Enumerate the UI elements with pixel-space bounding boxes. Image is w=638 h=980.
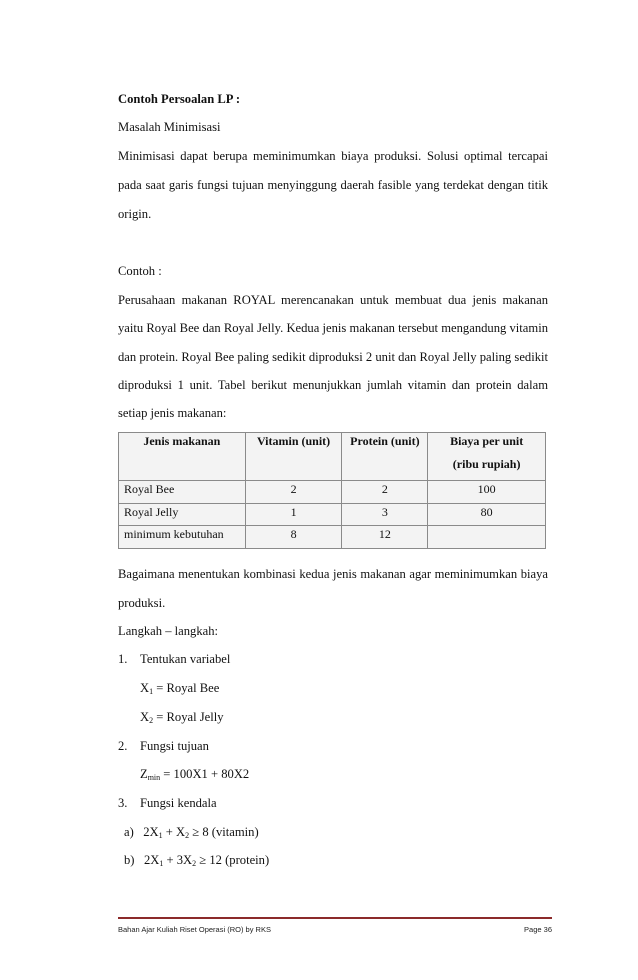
table-row [119,481,546,504]
var-definition: = Royal Jelly [153,710,224,724]
constraint-term: + 3X [163,853,193,867]
question-line-1: Bagaimana menentukan kombinasi kedua jenis makanan agar meminimumkan biaya [118,567,548,581]
constraint-term: ≥ 12 (protein) [196,853,270,867]
constraint-term: ≥ 8 (vitamin) [189,825,259,839]
objective-function [140,767,249,782]
step-title: Fungsi kendala [140,796,217,810]
table-cell: 100 [428,481,546,504]
table-cell: 2 [342,481,428,504]
example-line-1: Perusahaan makanan ROYAL merencanakan untuk membuat dua jenis makanan [118,293,548,307]
constraint-term: 2X [143,853,160,867]
table-header-cell: Vitamin (unit) [245,433,342,481]
step-title: Tentukan variabel [140,652,231,666]
table-header-cell: Jenis makanan [119,433,246,481]
constraint-term: + X [162,825,186,839]
intro-line-1: Minimisasi dapat berupa meminimumkan biaya produksi. Solusi optimal tercapai [118,149,548,163]
intro-line-3: origin. [118,207,152,221]
constraint-subscript: 2 [192,859,197,868]
variable-x2 [140,710,224,725]
table-cell: 12 [342,526,428,549]
header-cost-line-1: Biaya per unit [450,434,524,448]
nutrition-table [118,432,546,549]
steps-label: Langkah – langkah: [118,624,219,638]
obj-subscript: min [147,773,161,782]
constraint-label: a) [124,825,134,839]
var-definition: = Royal Bee [153,681,220,695]
table-cell: 8 [245,526,342,549]
table-header-cell [428,433,546,481]
variable-x1 [140,681,219,696]
table-cell: Royal Bee [119,481,246,504]
intro-line-2: pada saat garis fungsi tujuan menyinggung daerah fasible yang terdekat dengan titik [118,178,548,192]
step-number: 2. [118,739,128,753]
page-number: Page 36 [524,925,552,934]
obj-symbol: Z [140,767,148,781]
section-heading: Contoh Persoalan LP : [118,92,241,106]
var-subscript: 1 [149,687,154,696]
table-cell [428,526,546,549]
constraint-b [124,853,269,868]
table-cell: minimum kebutuhan [119,526,246,549]
table-cell: Royal Jelly [119,503,246,526]
table-row [119,503,546,526]
constraint-a [124,825,259,840]
question-line-2: produksi. [118,596,166,610]
example-line-2: yaitu Royal Bee dan Royal Jelly. Kedua jenis makanan tersebut mengandung vitamin [118,321,548,335]
constraint-subscript: 1 [159,859,164,868]
constraint-term: 2X [143,825,159,839]
obj-expression: = 100X1 + 80X2 [160,767,250,781]
header-cost-line-2: (ribu rupiah) [452,457,521,471]
example-line-5: setiap jenis makanan: [118,406,227,420]
constraint-subscript: 2 [185,831,190,840]
table-header-cell: Protein (unit) [342,433,428,481]
constraint-subscript: 1 [158,831,163,840]
example-label: Contoh : [118,264,162,278]
table-header-row [119,433,546,481]
step-title: Fungsi tujuan [140,739,209,753]
subheading: Masalah Minimisasi [118,120,221,134]
table-row [119,526,546,549]
var-symbol: X [140,681,150,695]
constraint-label: b) [124,853,135,867]
table-cell: 80 [428,503,546,526]
example-line-3: dan protein. Royal Bee paling sedikit diproduksi 2 unit dan Royal Jelly paling sedikit [118,350,548,364]
footer-rule [118,917,552,919]
step-number: 1. [118,652,128,666]
table-cell: 3 [342,503,428,526]
example-line-4: diproduksi 1 unit. Tabel berikut menunjukkan jumlah vitamin dan protein dalam [118,378,548,392]
step-number: 3. [118,796,128,810]
table-cell: 1 [245,503,342,526]
table-cell: 2 [245,481,342,504]
var-symbol: X [140,710,150,724]
var-subscript: 2 [149,716,154,725]
footer-left-text: Bahan Ajar Kuliah Riset Operasi (RO) by RKS [118,925,271,934]
